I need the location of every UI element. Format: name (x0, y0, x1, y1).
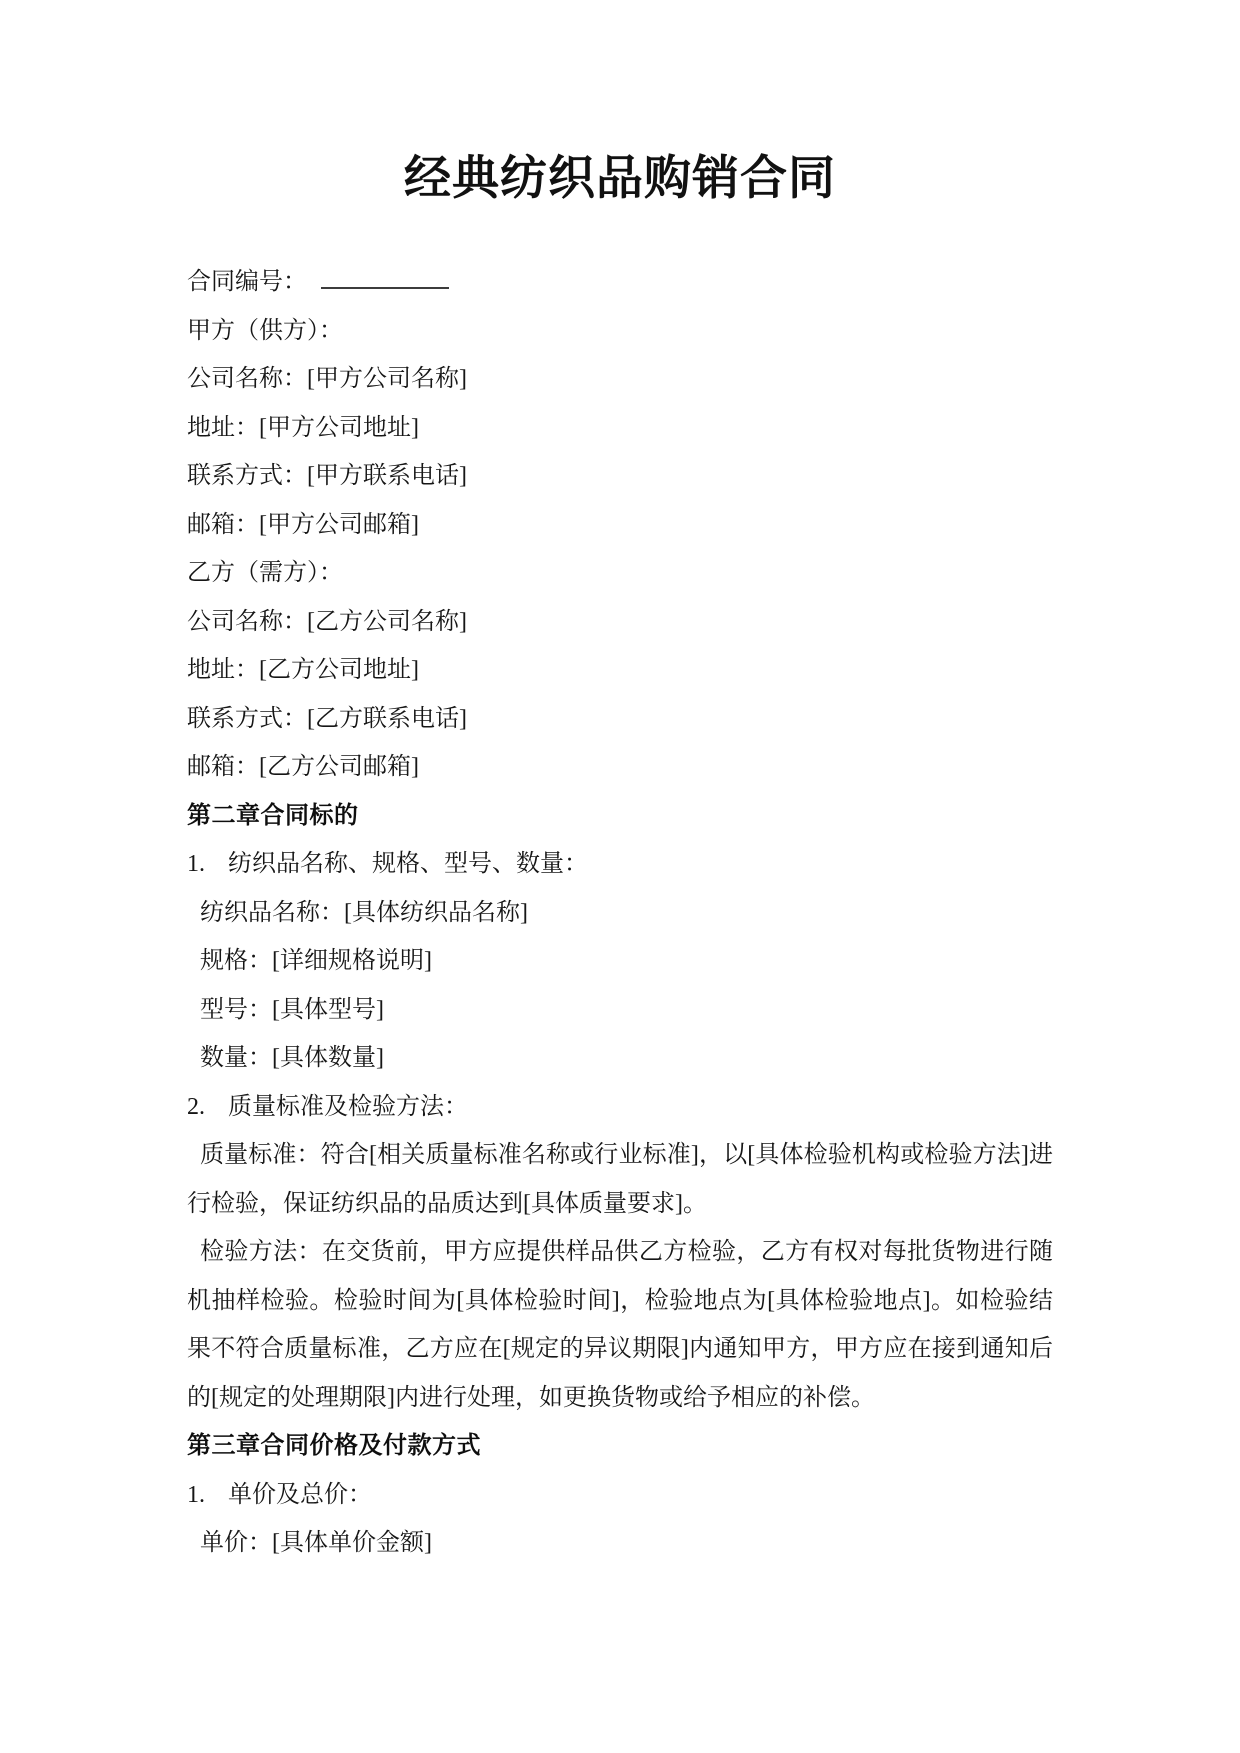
inspection-method-paragraph: 检验方法：在交货前，甲方应提供样品供乙方检验，乙方有权对每批货物进行随机抽样检验。检验时间为[具体检验时间]，检验地点为[具体检验地点]。如检验结果不符合质量标准，乙方应在[规定的异议期限]内通知甲方，甲方应在接到通知后的[规定的处理期限]内进行处理，如更换货物或给予相应的补偿。 (187, 1239, 1053, 1411)
chapter-3-item-1-number: 1. (187, 1481, 205, 1508)
party-a-email-line: 邮箱：[甲方公司邮箱] (187, 511, 419, 538)
unit-price-line: 单价：[具体单价金额] (200, 1530, 432, 1556)
contract-number-label: 合同编号： (187, 269, 307, 295)
chapter-3-item-1-line (187, 1471, 1053, 1520)
party-a-company-line: 公司名称：[甲方公司名称] (187, 366, 467, 392)
chapter-2-heading: 第二章合同标的 (187, 801, 359, 829)
chapter-2-item-1-line (187, 840, 1053, 889)
chapter-3-item-1-text: 单价及总价： (228, 1481, 372, 1508)
textile-quantity-line: 数量：[具体数量] (200, 1045, 384, 1071)
party-a-heading: 甲方（供方）： (187, 317, 343, 344)
textile-spec-line: 规格：[详细规格说明] (200, 948, 432, 974)
party-b-company-line: 公司名称：[乙方公司名称] (187, 608, 467, 635)
contract-number-line (187, 258, 1053, 307)
chapter-2-item-2-number: 2. (187, 1093, 205, 1120)
chapter-2-item-1-number: 1. (187, 851, 205, 877)
party-b-heading: 乙方（需方）： (187, 560, 343, 586)
contract-number-blank (321, 260, 449, 289)
chapter-3-heading: 第三章合同价格及付款方式 (187, 1432, 481, 1459)
party-b-address-line: 地址：[乙方公司地址] (187, 657, 419, 683)
textile-name-line: 纺织品名称：[具体纺织品名称] (200, 899, 528, 926)
textile-model-line: 型号：[具体型号] (200, 996, 384, 1023)
party-b-email-line: 邮箱：[乙方公司邮箱] (187, 754, 419, 780)
party-a-contact-line: 联系方式：[甲方联系电话] (187, 463, 467, 489)
chapter-2-item-1-text: 纺织品名称、规格、型号、数量： (228, 851, 588, 877)
quality-standard-paragraph: 质量标准：符合[相关质量标准名称或行业标准]，以[具体检验机构或检验方法]进行检验，保证纺织品的品质达到[具体质量要求]。 (187, 1142, 1053, 1217)
chapter-2-item-2-line (187, 1083, 1053, 1132)
document-title: 经典纺织品购销合同 (404, 153, 836, 205)
party-b-contact-line: 联系方式：[乙方联系电话] (187, 705, 467, 732)
chapter-2-item-2-text: 质量标准及检验方法： (228, 1093, 468, 1120)
party-a-address-line: 地址：[甲方公司地址] (187, 414, 419, 441)
